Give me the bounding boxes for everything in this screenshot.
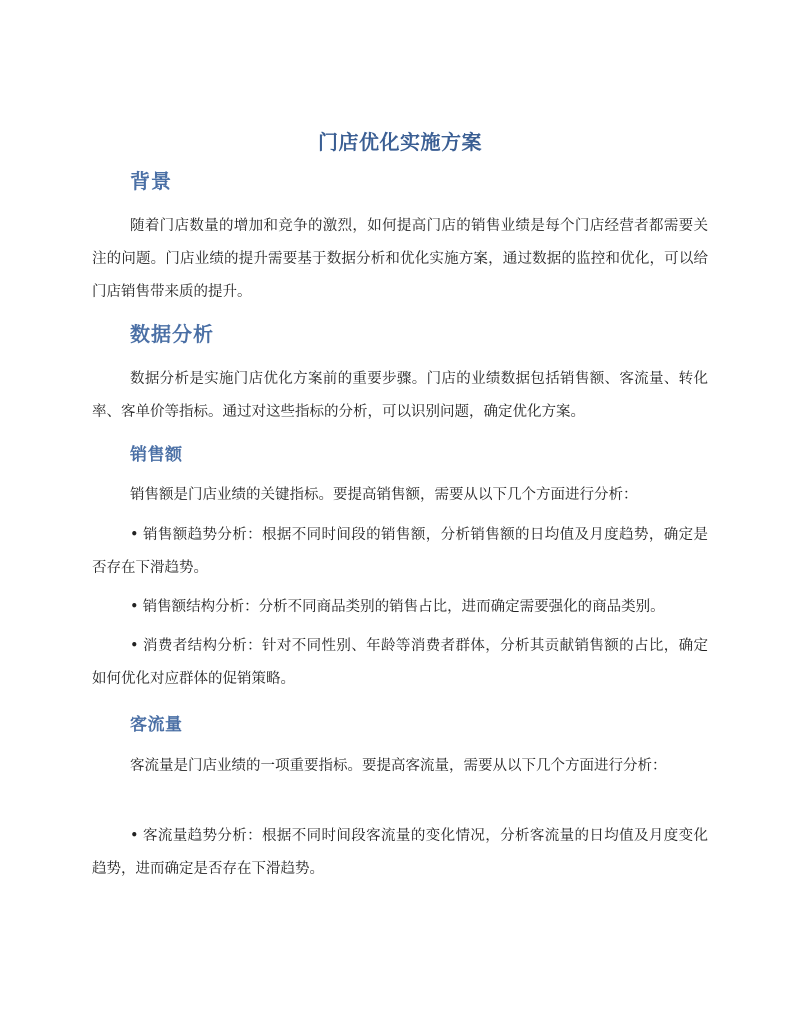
list-item-traffic-trend xyxy=(92,820,708,886)
list-item-sales-trend xyxy=(92,519,708,585)
bullet-dot: • xyxy=(130,828,139,844)
paragraph-sales-intro: 销售额是门店业绩的关键指标。要提高销售额，需要从以下几个方面进行分析： xyxy=(130,487,638,503)
paragraph-data-analysis: 数据分析是实施门店优化方案前的重要步骤。门店的业绩数据包括销售额、客流量、转化率、客单价等指标。通过对这些指标的分析，可以识别问题，确定优化方案。 xyxy=(92,371,708,420)
bullet-text: 客流量趋势分析：根据不同时间段客流量的变化情况，分析客流量的日均值及月度变化趋势，进而确定是否存在下滑趋势。 xyxy=(92,828,709,877)
heading-background: 背景 xyxy=(130,169,172,193)
bullet-text: 销售额趋势分析：根据不同时间段的销售额，分析销售额的日均值及月度趋势，确定是否存在下滑趋势。 xyxy=(92,527,709,576)
heading-sales: 销售额 xyxy=(130,445,183,465)
heading-traffic: 客流量 xyxy=(130,715,183,735)
bullet-text: 销售额结构分析：分析不同商品类别的销售占比，进而确定需要强化的商品类别。 xyxy=(142,599,665,615)
heading-data-analysis: 数据分析 xyxy=(130,322,214,346)
document-title: 门店优化实施方案 xyxy=(318,130,482,154)
bullet-dot: • xyxy=(130,527,139,543)
paragraph-background: 随着门店数量的增加和竞争的激烈，如何提高门店的销售业绩是每个门店经营者都需要关注的问题。门店业绩的提升需要基于数据分析和优化实施方案，通过数据的监控和优化，可以给门店销售带来质的提升。 xyxy=(92,218,708,300)
bullet-text: 消费者结构分析：针对不同性别、年龄等消费者群体，分析其贡献销售额的占比，确定如何优化对应群体的促销策略。 xyxy=(92,638,709,687)
list-item-sales-structure xyxy=(92,591,708,624)
list-item-consumer-structure xyxy=(92,630,708,696)
bullet-dot: • xyxy=(130,599,139,615)
bullet-dot: • xyxy=(130,638,139,654)
paragraph-traffic-intro: 客流量是门店业绩的一项重要指标。要提高客流量，需要从以下几个方面进行分析： xyxy=(130,758,667,774)
